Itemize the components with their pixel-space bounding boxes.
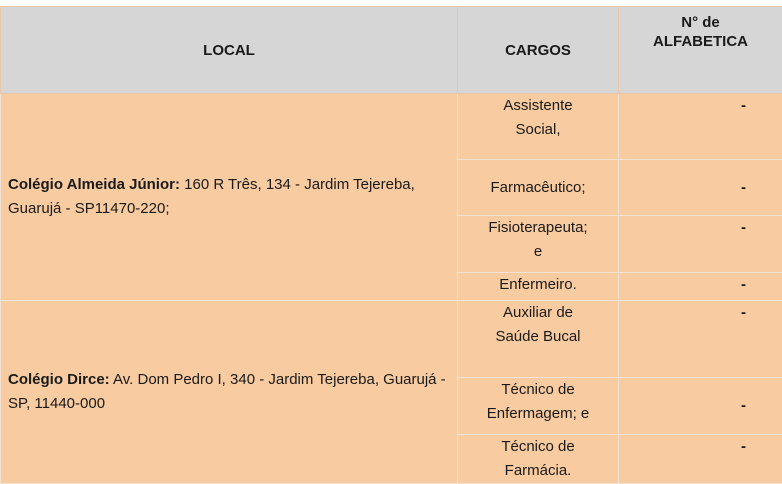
school-name: Colégio Almeida Júnior: [8, 176, 180, 193]
cargo-cell[interactable] [458, 94, 619, 160]
cargo-line: Farmácia. [505, 462, 572, 479]
cargo-line: Social, [515, 121, 560, 138]
cargo-line: Fisioterapeuta; [488, 219, 587, 236]
num-cell[interactable]: - [619, 378, 782, 435]
cargo-line: Técnico de [501, 381, 574, 398]
cargo-cell[interactable] [458, 273, 619, 301]
num-cell[interactable]: - [619, 301, 782, 378]
header-num-line1: N° de [681, 14, 720, 31]
table-row [1, 94, 782, 160]
cargo-cell[interactable] [458, 378, 619, 435]
cargo-line: Assistente [503, 97, 572, 114]
header-cargos[interactable]: CARGOS [458, 7, 619, 94]
cargo-line: Enfermagem; e [487, 405, 590, 422]
header-num-line2: ALFABETICA [653, 33, 748, 50]
table-row [1, 301, 782, 378]
header-numero-alfabetica[interactable] [619, 7, 782, 94]
num-cell[interactable]: - [619, 435, 782, 484]
school-address: 160 R Três, 134 - Jardim Tejereba, Guarujá - SP11470-220; [8, 176, 415, 217]
locations-table [0, 6, 782, 484]
cargo-line: Auxiliar de [503, 304, 573, 321]
school-name: Colégio Dirce: [8, 371, 110, 388]
school-address: Av. Dom Pedro I, 340 - Jardim Tejereba, Guarujá - SP, 11440-000 [8, 371, 446, 412]
num-cell[interactable]: - [619, 273, 782, 301]
cargo-line: Farmacêutico; [490, 179, 585, 196]
cargo-line: Enfermeiro. [499, 276, 577, 293]
cargo-cell[interactable] [458, 160, 619, 216]
cargo-cell[interactable] [458, 435, 619, 484]
cargo-line: e [534, 243, 542, 260]
local-cell-dirce[interactable] [1, 301, 458, 484]
num-cell[interactable]: - [619, 216, 782, 273]
local-cell-almeida-junior[interactable] [1, 94, 458, 301]
num-cell[interactable]: - [619, 160, 782, 216]
cargo-cell[interactable] [458, 301, 619, 378]
header-local[interactable]: LOCAL [1, 7, 458, 94]
cargo-cell[interactable] [458, 216, 619, 273]
cargo-line: Saúde Bucal [495, 328, 580, 345]
num-cell[interactable]: - [619, 94, 782, 160]
header-row [1, 7, 782, 94]
cargo-line: Técnico de [501, 438, 574, 455]
